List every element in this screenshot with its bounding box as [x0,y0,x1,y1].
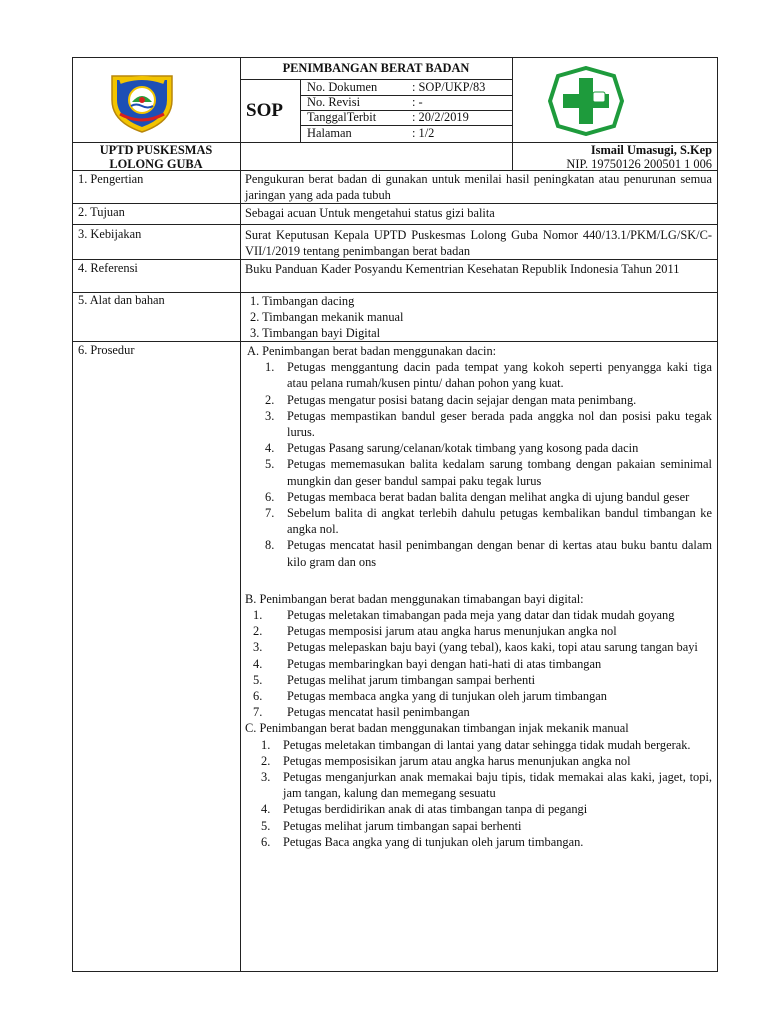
step-number: 2. [265,392,275,407]
pengertian-text: Pengukuran berat badan di gunakan untuk menilai hasil peningkatan atau penurunan semua jaringan yang ada pada tubuh [245,172,712,203]
step-text: Sebelum balita di angkat terlebih dahulu petugas kembalikan bandul timbangan ke angka nol. [287,506,712,537]
sop-label: SOP [246,100,283,121]
section-c-title-text: C. Penimbangan berat badan menggunakan timbangan injak mekanik manual [245,721,629,736]
meta-value-page: : 1/2 [412,126,435,140]
step-number: 8. [265,538,275,553]
step-text: Petugas berdidirikan anak di atas timbangan tanpa di pegangi [283,802,588,817]
step-number: 6. [253,689,263,704]
meta-label-date: TanggalTerbit [307,110,377,124]
meta-label-doc: No. Dokumen [307,80,378,94]
alat-list [250,293,710,342]
procedure-step [245,505,712,537]
row-divider [72,224,718,225]
label-pengertian: 1. Pengertian [78,172,144,186]
procedure-step [245,489,712,505]
section-a-title: A. Penimbangan berat badan menggunakan dacin: [247,344,497,358]
step-number: 6. [261,834,271,849]
label-alat: 5. Alat dan bahan [78,293,165,307]
label-referensi: 4. Referensi [78,261,138,275]
label-prosedur: 6. Prosedur [78,343,135,357]
procedure-step [245,359,712,391]
step-text: Petugas meletakan timabangan pada meja yang datar dan tidak mudah goyang [287,608,675,623]
step-text: Petugas memposisi jarum atau angka harus menunjukan angka nol [287,624,617,639]
step-number: 5. [261,818,271,833]
step-number: 1. [265,360,275,375]
label-kebijakan: 3. Kebijakan [78,227,142,241]
column-divider [240,57,241,972]
procedure-step [245,456,712,488]
step-text: Petugas menganjurkan anak memakai baju tipis, tidak memakai alas kaki, jaget, topi, jam tangan, kalung dan memegang sesuatu [283,770,712,801]
meta-label-page: Halaman [307,126,352,140]
step-number: 1. [261,737,271,752]
prosedur-content [245,343,712,850]
step-number: 5. [253,672,263,687]
organization-name [72,143,240,171]
step-text: Petugas membaca angka yang di tunjukan oleh jarum timbangan [287,689,608,704]
step-number: 4. [261,802,271,817]
section-c-list [245,737,712,850]
step-text: Petugas melihat jarum timbangan sampai berhenti [287,672,536,687]
procedure-step [245,818,712,834]
section-b-title: B. Penimbangan berat badan menggunakan timabangan bayi digital: [245,591,584,606]
procedure-step [245,688,712,704]
procedure-step [245,639,712,655]
signer-nip: NIP. 19750126 200501 1 006 [566,157,712,171]
alat-item: 1. Timbangan dacing [250,294,355,308]
alat-item: 3. Timbangan bayi Digital [250,326,381,341]
alat-item: 2. Timbangan mekanik manual [250,310,404,325]
procedure-step [245,769,712,801]
procedure-step [245,801,712,817]
signer-block [512,143,712,171]
step-text: Petugas mencatat hasil penimbangan dengan benar di kertas atau buku bantu dalam kilo gram dan ons [287,538,712,569]
procedure-step [245,623,712,639]
step-text: Petugas meletakan timbangan di lantai yang datar sehingga tidak mudah bergerak. [283,737,691,752]
tujuan-text: Sebagai acuan Untuk mengetahui status gizi balita [245,206,495,220]
step-text: Petugas memposisikan jarum atau angka harus menunjukan angka nol [283,753,631,768]
signer-name: Ismail Umasugi, S.Kep [590,143,712,157]
procedure-step [245,834,712,850]
step-number: 3. [265,408,275,423]
regency-emblem-icon [106,70,178,134]
step-number: 6. [265,489,275,504]
step-text: Petugas Pasang sarung/celanan/kotak timbang yang kosong pada dacin [287,441,639,456]
procedure-step [245,537,712,569]
meta-value-doc: : SOP/UKP/83 [412,80,486,94]
step-number: 2. [261,753,271,768]
procedure-step [245,672,712,688]
procedure-step [245,607,712,623]
step-text: Petugas melihat jarum timbangan sapai berhenti [283,818,522,833]
step-text: Petugas mememasukan balita kedalam sarung tombang dengan pakaian seminimal mungkin dan geser bandul sampai paku tegak lurus [287,457,712,488]
step-number: 7. [265,506,275,521]
step-text: Petugas mencatat hasil penimbangan [287,705,470,720]
meta-label-rev: No. Revisi [307,95,361,109]
step-number: 5. [265,457,275,472]
step-text: Petugas membaringkan bayi dengan hati-hati di atas timbangan [287,656,602,671]
step-number: 3. [261,770,271,785]
section-a-list [245,359,712,570]
step-number: 4. [265,441,275,456]
procedure-step [245,408,712,440]
step-text: Petugas mengatur posisi batang dacin sejajar dengan mata penimbang. [287,392,637,407]
step-number: 4. [253,656,263,671]
procedure-step [245,753,712,769]
procedure-step [245,656,712,672]
label-tujuan: 2. Tujuan [78,205,125,219]
procedure-step [245,704,712,720]
meta-value-date: : 20/2/2019 [412,110,469,124]
step-text: Petugas menggantung dacin pada tempat yang kokoh seperti penyangga kaki tiga atau pelana rumah/kusen pintu/ dahan pohon yang kuat. [287,360,712,391]
section-c-title [245,720,712,736]
organization-line-2: LOLONG GUBA [109,157,203,171]
step-number: 7. [253,705,263,720]
step-text: Petugas Baca angka yang di tunjukan oleh jarum timbangan. [283,834,584,849]
procedure-step [245,737,712,753]
meta-value-rev: : - [412,95,423,109]
section-b-list [245,607,712,720]
step-text: Petugas mempastikan bandul geser berada pada anggka nol dan posisi paku tegak lurus. [287,408,712,440]
referensi-text: Buku Panduan Kader Posyandu Kementrian Kesehatan Republik Indonesia Tahun 2011 [245,262,680,276]
step-number: 2. [253,624,263,639]
step-number: 3. [253,640,263,655]
step-number: 1. [253,608,263,623]
kebijakan-text: Surat Keputusan Kepala UPTD Puskesmas Lolong Guba Nomor 440/13.1/PKM/LG/SK/C-VII/1/2019 tentang penimbangan berat badan [245,228,712,259]
document-title: PENIMBANGAN BERAT BADAN [282,61,470,75]
step-text: Petugas melepaskan baju bayi (yang tebal), kaos kaki, topi atau sarung tangan bayi [287,640,698,655]
organization-line-1: UPTD PUSKESMAS [99,143,213,157]
procedure-step [245,440,712,456]
procedure-step [245,392,712,408]
puskesmas-cross-icon [548,66,624,136]
step-text: Petugas membaca berat badan balita dengan melihat angka di ujung bandul geser [287,489,690,504]
